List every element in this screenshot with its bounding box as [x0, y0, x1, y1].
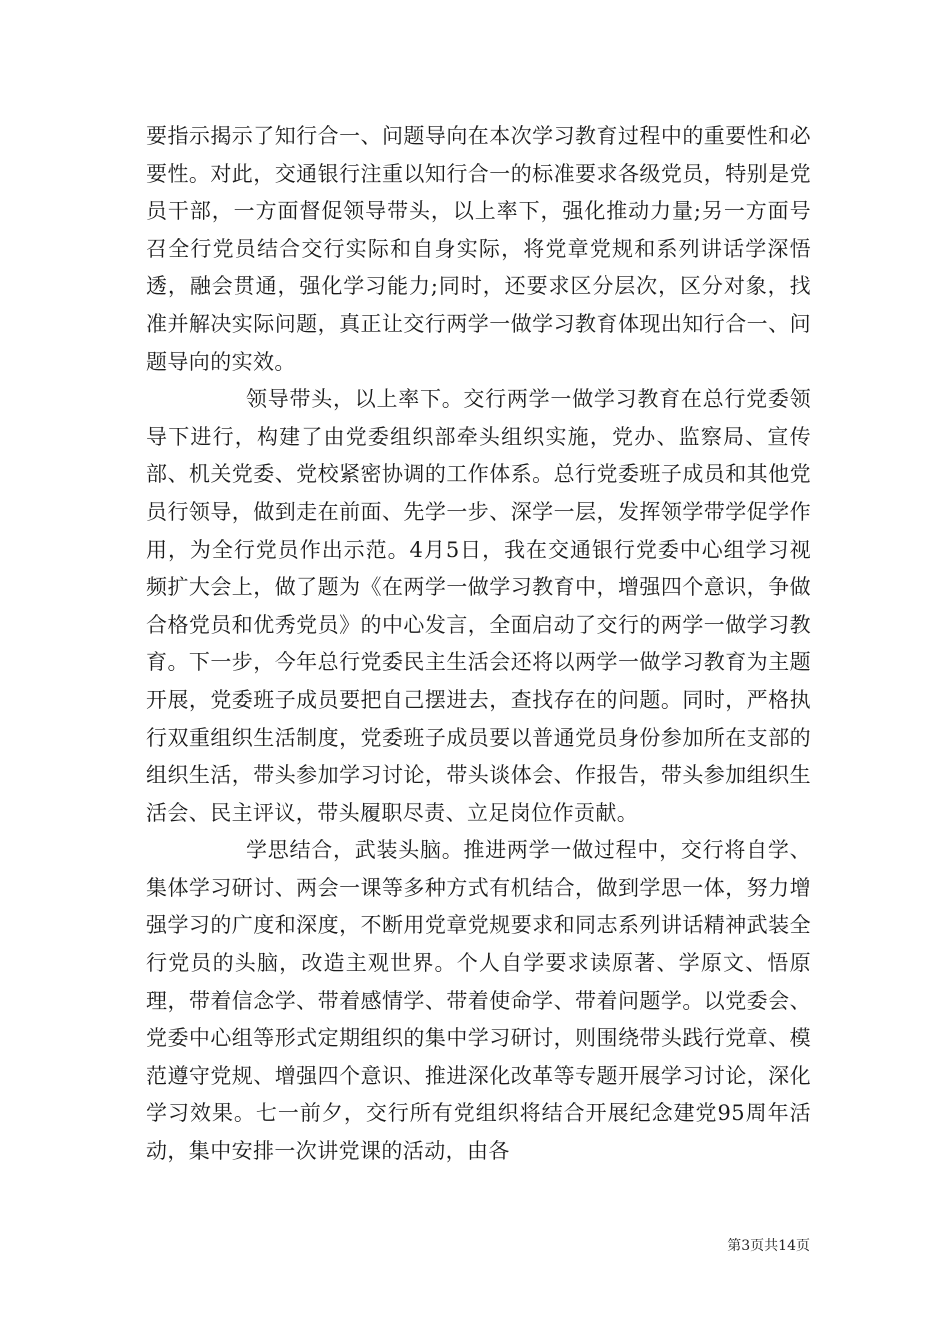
page-number-footer: 第3页共14页	[727, 1238, 810, 1254]
paragraph-continuation: 要指示揭示了知行合一、问题导向在本次学习教育过程中的重要性和必要性。对此，交通银行注重以知行合一的标准要求各级党员，特别是党员干部，一方面督促领导带头，以上率下，强化推动力量;另一方面号召全行党员结合交行实际和自身实际，将党章党规和系列讲话学深悟透，融会贯通，强化学习能力;同时，还要求区分层次，区分对象，找准并解决实际问题，真正让交行两学一做学习教育体现出知行合一、问题导向的实效。	[146, 124, 811, 374]
paragraph-leadership: 领导带头，以上率下。交行两学一做学习教育在总行党委领导下进行，构建了由党委组织部牵头组织实施，党办、监察局、宣传部、机关党委、党校紧密协调的工作体系。总行党委班子成员和其他党员行领导，做到走在前面、先学一步、深学一层，发挥领学带学促学作用，为全行党员作出示范。4月5日，我在交通银行党委中心组学习视频扩大会上，做了题为《在两学一做学习教育中，增强四个意识，争做合格党员和优秀党员》的中心发言，全面启动了交行的两学一做学习教育。下一步，今年总行党委民主生活会还将以两学一做学习教育为主题开展，党委班子成员要把自己摆进去，查找存在的问题。同时，严格执行双重组织生活制度，党委班子成员要以普通党员身份参加所在支部的组织生活，带头参加学习讨论，带头谈体会、作报告，带头参加组织生活会、民主评议，带头履职尽责、立足岗位作贡献。	[146, 387, 811, 825]
document-body	[146, 118, 811, 1171]
paragraph-study: 学思结合，武装头脑。推进两学一做过程中，交行将自学、集体学习研讨、两会一课等多种方式有机结合，做到学思一体，努力增强学习的广度和深度，不断用党章党规要求和同志系列讲话精神武装全行党员的头脑，改造主观世界。个人自学要求读原著、学原文、悟原理，带着信念学、带着感情学、带着使命学、带着问题学。以党委会、党委中心组等形式定期组织的集中学习研讨，则围绕带头践行党章、模范遵守党规、增强四个意识、推进深化改革等专题开展学习讨论，深化学习效果。七一前夕，交行所有党组织将结合开展纪念建党95周年活动，集中安排一次讲党课的活动，由各	[146, 838, 811, 1164]
